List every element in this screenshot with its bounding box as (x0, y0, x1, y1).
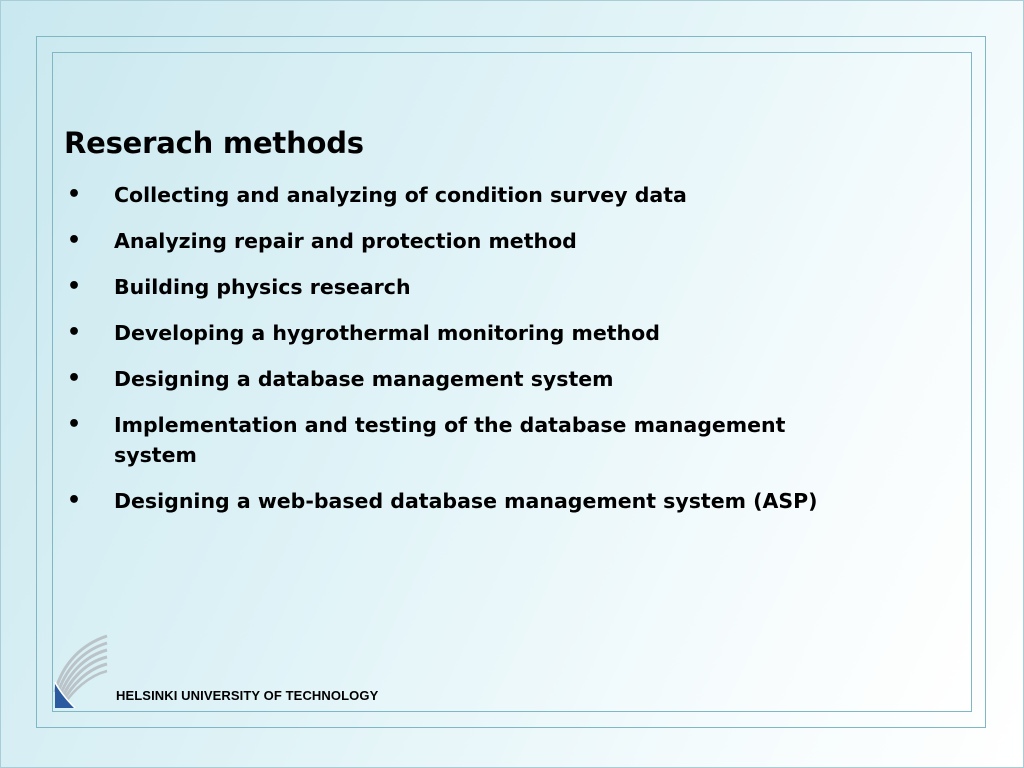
bullet-text: Building physics research (114, 275, 411, 299)
bullet-icon: • (67, 366, 82, 391)
bullet-icon: • (67, 274, 82, 299)
slide-title: Reserach methods (64, 126, 364, 160)
bullet-icon: • (67, 488, 82, 513)
hut-wave-logo-icon (53, 632, 109, 710)
bullet-item (64, 226, 864, 256)
bullet-text: Analyzing repair and protection method (114, 229, 577, 253)
bullet-icon: • (67, 228, 82, 253)
bullet-item (64, 410, 864, 470)
bullet-item (64, 486, 864, 516)
institution-name: HELSINKI UNIVERSITY OF TECHNOLOGY (116, 688, 379, 703)
bullet-text: Designing a web-based database management system (ASP) (114, 489, 818, 513)
bullet-item (64, 180, 864, 210)
bullet-text: Designing a database management system (114, 367, 614, 391)
bullet-list (64, 180, 864, 532)
bullet-icon: • (67, 320, 82, 345)
bullet-text: Collecting and analyzing of condition survey data (114, 183, 687, 207)
bullet-icon: • (67, 182, 82, 207)
bullet-icon: • (67, 412, 82, 437)
bullet-item (64, 318, 864, 348)
bullet-item (64, 272, 864, 302)
bullet-item (64, 364, 864, 394)
bullet-text: Developing a hygrothermal monitoring method (114, 321, 660, 345)
bullet-text: Implementation and testing of the database management system (114, 413, 786, 467)
